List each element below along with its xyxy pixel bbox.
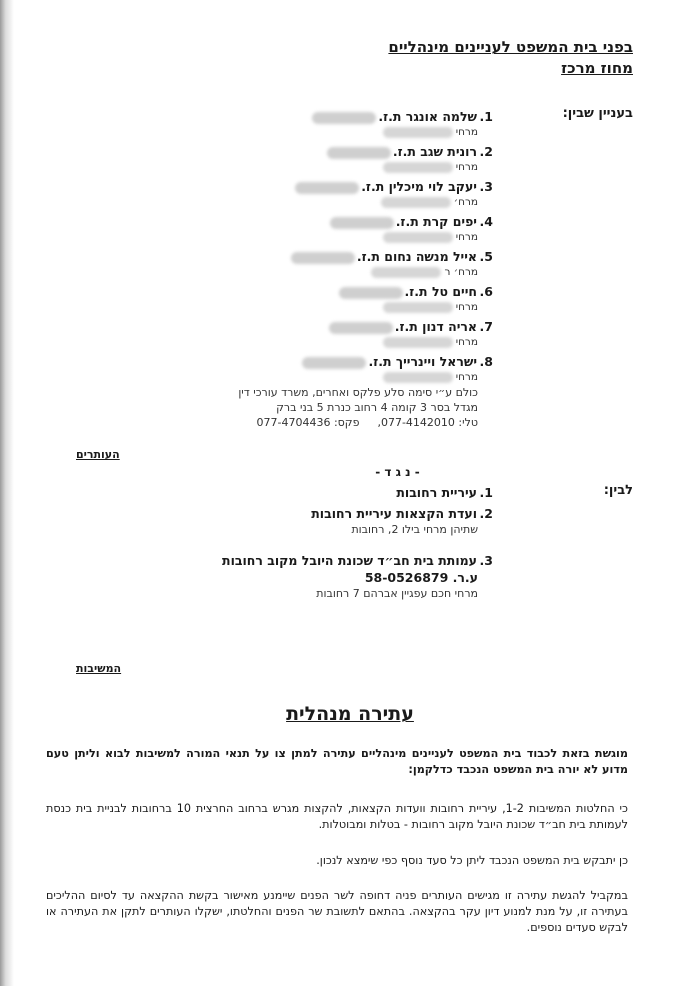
telephone: טלי: 077-4142010, (377, 416, 478, 429)
petitioners-tag: העותרים (76, 448, 120, 461)
petitioner-name: ישראל ויינרייך ת.ז. (368, 354, 477, 369)
respondent-2: 2.ועדת הקצאות עיריית רחובות (311, 506, 493, 521)
respondent-3-address: מרחי חכם עפגיין אברהם 7 רחובות (316, 587, 478, 600)
redaction-blur (383, 302, 453, 313)
counsel-line: כולם ע״י סימה סלע פלקס ואחרים, משרד עורכי דין (238, 386, 478, 399)
relief-paragraph-1: כי החלטות המשיבות 1-2, עיריית רחובות וועדות הקצאות, להקצות מגרש ברחוב החרצית 10 ברחובות לבניית בית כנסת לעמותת בית חב״ד שכונת היובל מקוב רחובות - בטלות ומבוטלות. (46, 802, 628, 831)
redaction-blur (339, 287, 403, 299)
redaction-blur (383, 337, 453, 348)
respondents-tag: המשיבות (76, 662, 122, 675)
petitioner-5-address: מרח׳ ר (371, 266, 478, 278)
petitioner-2-address: מרחי (383, 161, 478, 173)
petitioner-name: רונית שגב ת.ז. (392, 144, 477, 159)
petitioner-name: חיים טל ת.ז. (404, 284, 477, 299)
petitioner-4-address: מרחי (383, 231, 478, 243)
fax: פקס: 077-4704436 (256, 416, 360, 429)
between-label: בעניין שבין: (562, 106, 633, 121)
court-name: בפני בית המשפט לעניינים מינהליים (388, 38, 633, 56)
redaction-blur (371, 267, 441, 278)
redaction-blur (381, 197, 451, 208)
intro-paragraph: מוגשת בזאת לכבוד בית המשפט לעניינים מינהליים עתירה למתן צו על תנאי המורה למשיבות לבוא וליתן טעם מדוע לא יורה בית המשפט הנכבד כדלקמן: (46, 747, 628, 776)
petitioner-name: אריה דנון ת.ז. (394, 319, 477, 334)
redaction-blur (329, 322, 393, 334)
petitioner-name: אייל מנשה נחום ת.ז. (356, 249, 477, 264)
respondent-3-registration: ע.ר. 58-0526879 (364, 570, 478, 585)
petitioner-2: 2.רונית שגב ת.ז. (327, 144, 493, 159)
petitioner-3: 3.יעקב לוי מיכלין ת.ז. (295, 179, 493, 194)
petitioner-7-address: מרחי (383, 336, 478, 348)
court-district: מחוז מרכז (561, 59, 633, 77)
petitioner-3-address: מרח׳ (381, 196, 478, 208)
redaction-blur (383, 232, 453, 243)
petitioner-name: יעקב לוי מיכלין ת.ז. (361, 179, 477, 194)
redaction-blur (383, 127, 453, 138)
petitioner-6-address: מרחי (383, 301, 478, 313)
page-edge-shadow (0, 0, 14, 986)
petitioner-5: 5.אייל מנשה נחום ת.ז. (291, 249, 493, 264)
redaction-blur (295, 182, 359, 194)
redaction-blur (291, 252, 355, 264)
versus-label: לבין: (603, 483, 633, 498)
versus-separator: - נ ג ד - (375, 465, 420, 479)
petitioner-name: שלמה אונגר ת.ז. (378, 109, 477, 124)
relief-paragraph-2: כן יתבקש בית המשפט הנכבד ליתן כל סעד נוסף כפי שימצא לנכון. (316, 854, 628, 867)
respondent-3: 3.עמותת בית חב״ד שכונת היובל מקוב רחובות (222, 553, 493, 568)
redaction-blur (312, 112, 376, 124)
redaction-blur (302, 357, 366, 369)
petitioner-1: 1.שלמה אונגר ת.ז. (312, 109, 493, 124)
redaction-blur (327, 147, 391, 159)
petitioner-8-address: מרחי (383, 371, 478, 383)
petitioner-7: 7.אריה דנון ת.ז. (329, 319, 493, 334)
respondent-2-address: שתיהן מרחי בילו 2, רחובות (351, 523, 478, 536)
respondent-1: 1.עיריית רחובות (396, 485, 493, 500)
redaction-blur (383, 162, 453, 173)
document-title: עתירה מנהלית (286, 703, 414, 725)
petitioner-name: יפים קרת ת.ז. (395, 214, 477, 229)
interior-minister-paragraph: במקביל להגשת עתירה זו מגישים העותרים פניה דחופה לשר הפנים שיימנע מאישור בקשת ההקצאה עד לסיום ההליכים בעתירה זו, על מנת למנוע דיון עקר בהקצאה. בהתאם לתשובת שר הפנים והחלטתו, ישקלו העותרים לתקן את העתירה או לבקש סעדים נוספים. (46, 889, 628, 934)
petitioner-1-address: מרחי (383, 126, 478, 138)
petitioner-8: 8.ישראל ויינרייך ת.ז. (302, 354, 493, 369)
petitioner-4: 4.יפים קרת ת.ז. (330, 214, 493, 229)
petitioner-6: 6.חיים טל ת.ז. (339, 284, 493, 299)
redaction-blur (330, 217, 394, 229)
counsel-contact (238, 416, 478, 429)
redaction-blur (383, 372, 453, 383)
counsel-address: מגדל בסר 3 קומה 4 רחוב כנרת 5 בני ברק (276, 401, 478, 414)
